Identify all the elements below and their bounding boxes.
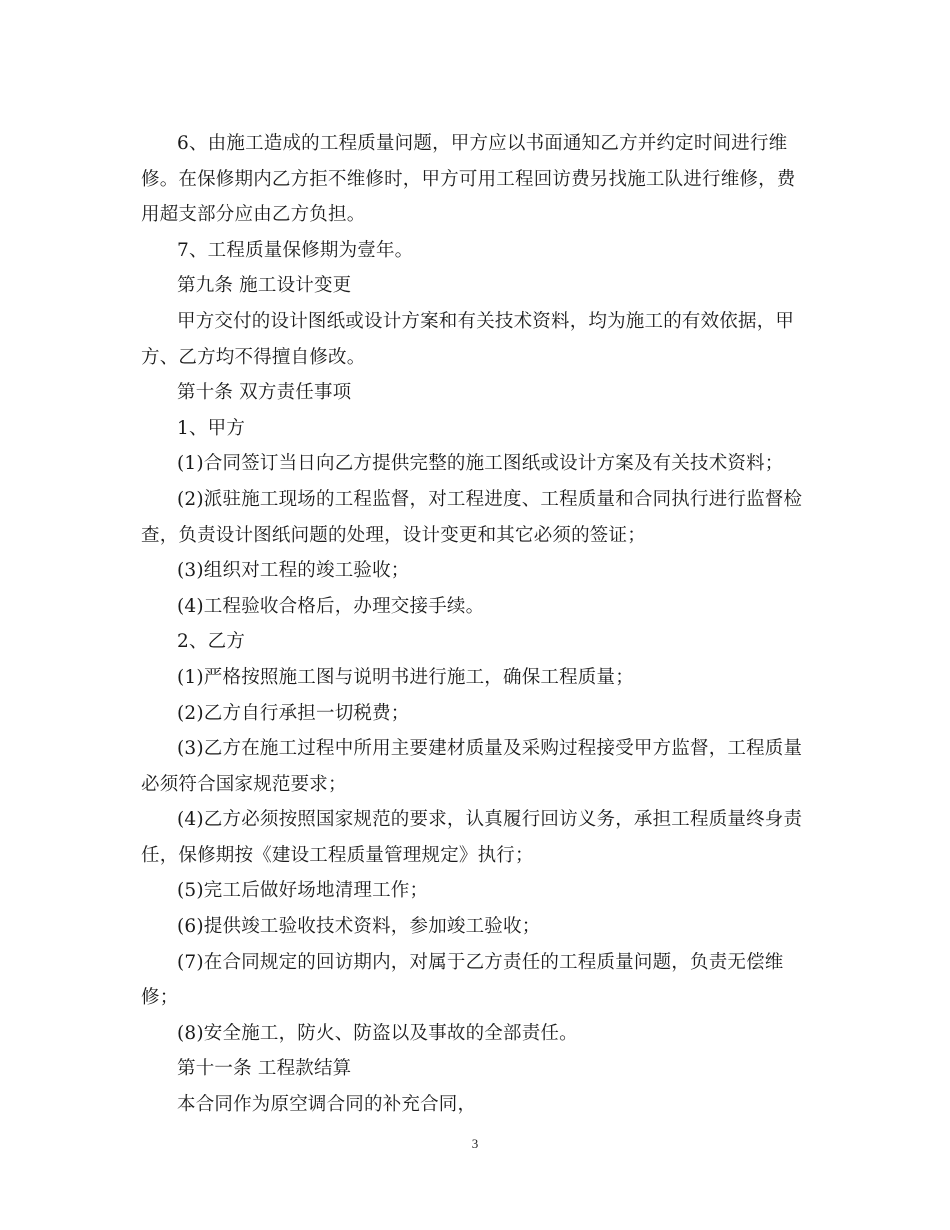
- document-body: [141, 126, 811, 1123]
- subheading-party-b: 2、乙方: [177, 631, 246, 653]
- paragraph-supplementary-contract: 本合同作为原空调合同的补充合同，: [177, 1094, 477, 1116]
- list-item-party-a-1: (1)合同签订当日向乙方提供完整的施工图纸或设计方案及有关技术资料；: [177, 453, 784, 475]
- page-number: 3: [471, 1136, 479, 1151]
- list-item-party-b-8: (8)安全施工，防火、防盗以及事故的全部责任。: [177, 1022, 578, 1044]
- list-item-party-b-5: (5)完工后做好场地清理工作；: [177, 880, 429, 902]
- list-item-party-b-2: (2)乙方自行承担一切税费；: [177, 702, 410, 724]
- paragraph-warranty-repair: 6、由施工造成的工程质量问题，甲方应以书面通知乙方并约定时间进行维修。在保修期内乙方拒不维修时，甲方可用工程回访费另找施工队进行维修，费用超支部分应由乙方负担。: [141, 133, 796, 226]
- list-item-party-b-4: (4)乙方必须按照国家规范的要求，认真履行回访义务，承担工程质量终身责任，保修期按《建设工程质量管理规定》执行；: [141, 809, 803, 866]
- list-item-party-b-7: (7)在合同规定的回访期内，对属于乙方责任的工程质量问题，负责无偿维修；: [141, 951, 784, 1009]
- subheading-party-a: 1、甲方: [177, 417, 246, 439]
- list-item-party-a-4: (4)工程验收合格后，办理交接手续。: [177, 595, 485, 617]
- list-item-party-b-6: (6)提供竣工验收技术资料，参加竣工验收；: [177, 916, 541, 938]
- list-item-party-b-3: (3)乙方在施工过程中所用主要建材质量及采购过程接受甲方监督，工程质量必须符合国家规范要求；: [141, 738, 803, 795]
- paragraph-design-documents: 甲方交付的设计图纸或设计方案和有关技术资料，均为施工的有效依据，甲方、乙方均不得擅自修改。: [141, 310, 795, 368]
- section-heading-responsibilities: 第十条 双方责任事项: [177, 382, 352, 404]
- list-item-party-a-3: (3)组织对工程的竣工验收；: [177, 560, 410, 582]
- list-item-party-a-2: (2)派驻施工现场的工程监督，对工程进度、工程质量和合同执行进行监督检查，负责设计图纸问题的处理，设计变更和其它必须的签证；: [141, 488, 803, 546]
- list-item-party-b-1: (1)严格按照施工图与说明书进行施工，确保工程质量；: [177, 666, 634, 688]
- section-heading-design-change: 第九条 施工设计变更: [177, 275, 352, 297]
- paragraph-warranty-period: 7、工程质量保修期为壹年。: [177, 239, 414, 261]
- section-heading-settlement: 第十一条 工程款结算: [177, 1058, 352, 1080]
